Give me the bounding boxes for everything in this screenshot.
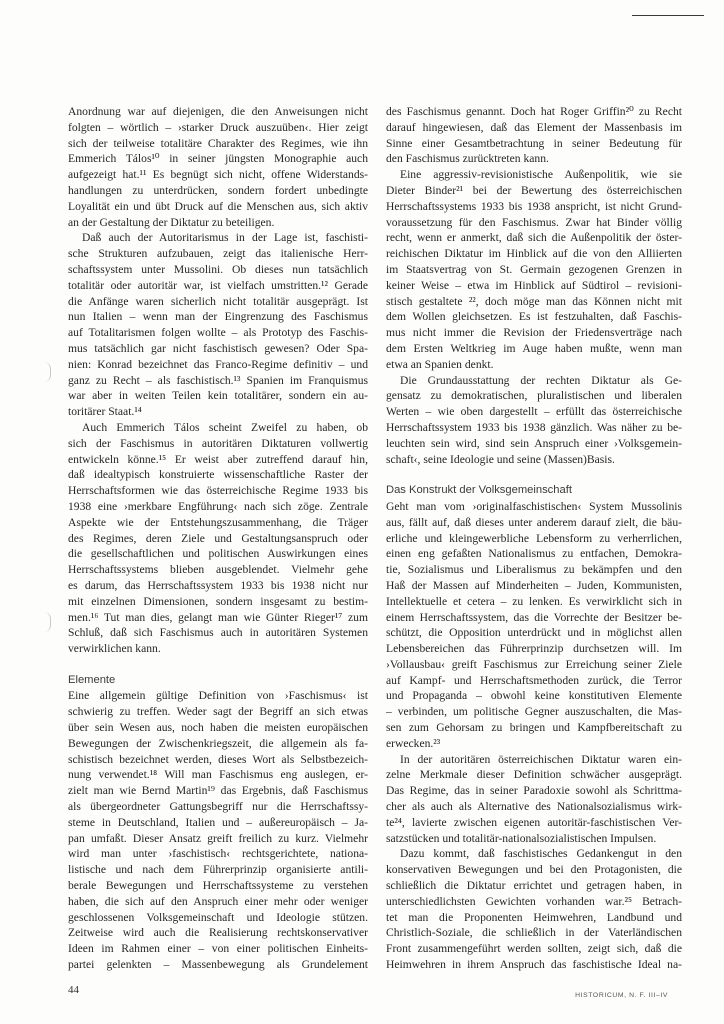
text-line: es darum, das Herrschaftssystem 1933 bis 1938 nicht nur xyxy=(68,578,368,592)
text-line: 1938 eine ›merkbare Engführung‹ nach sich zöge. Zentrale xyxy=(68,499,368,513)
text-line: Auch Emmerich Tálos scheint Zweifel zu haben, ob xyxy=(82,420,368,434)
text-line: Front zusammengeführt werden sollten, zeigt sich, daß die xyxy=(386,942,682,956)
text-line: Sinne einer Gesamtbetrachtung in seiner Bedeutung für xyxy=(386,136,682,150)
text-line: auf Kampf- und Herrschaftsmethoden zurück, die Terror xyxy=(386,673,682,687)
text-line: erwecken.²³ xyxy=(386,736,441,750)
text-line: einem Herrschaftssystem, das die Vorrechte der Besitzer be- xyxy=(386,610,682,624)
text-line: Herrschaftssystems 1933 bis 1938 anspricht, ist nicht Grund- xyxy=(386,199,682,213)
text-line: Dazu kommt, daß faschistisches Gedankengut in den xyxy=(400,847,682,861)
text-line: zelne Merkmale dieser Definition schwächer ausgeprägt. xyxy=(386,768,682,782)
text-line: keiner Weise – etwa im Hinblick auf Südtirol – revisioni- xyxy=(386,278,682,292)
text-line: war aber in weiten Teilen kein totalitärer, sondern ein au- xyxy=(68,389,368,403)
text-line: die gesellschaftlichen und politischen Auswirkungen eines xyxy=(68,547,368,561)
text-line: mus nicht immer die Revision der Friedensverträge nach xyxy=(386,326,682,340)
text-line: Daß auch der Autoritarismus in der Lage ist, faschisti- xyxy=(82,231,368,245)
scan-mark xyxy=(44,362,51,382)
text-line: einen eng gefaßten Nationalismus zu entfachen, Demokra- xyxy=(386,547,682,561)
text-line: dem Wollen gleichsetzen. Es ist festzuhalten, daß Faschis- xyxy=(386,310,682,324)
text-line: Eine aggressiv-revisionistische Außenpolitik, wie sie xyxy=(400,168,682,182)
text-line: recht, wenn er anmerkt, daß sich die Außenpolitik der öster- xyxy=(386,231,682,245)
right-text-column xyxy=(386,104,682,973)
text-line: schwierig zu treffen. Weder sagt der Begriff an sich etwas xyxy=(68,705,368,719)
text-line: dem Ersten Weltkrieg im Auge haben mußte, wenn man xyxy=(386,341,682,355)
text-line: über sein Wesen aus, noch haben die meisten europäischen xyxy=(68,721,368,735)
text-line: sche Strukturen aufzubauen, zeigt das italienische Herr- xyxy=(68,247,368,261)
text-line: auf Totalitarismen folgen wollte – als Prototyp des Faschis- xyxy=(68,326,368,340)
text-line: entwickeln könne.¹⁵ Er weist aber zutreffend darauf hin, xyxy=(68,452,368,466)
running-footer-journal: HISTORICUM, N. F. III–IV xyxy=(575,992,668,999)
text-line: aufgezeigt hat.¹¹ Es begnügt sich nicht, offene Widerstands- xyxy=(68,168,368,182)
text-line: Anordnung war auf diejenigen, die den Anweisungen nicht xyxy=(68,105,368,118)
scan-edge-line xyxy=(632,15,704,16)
text-line: – verbinden, um politische Gegner auszuschalten, die Mas- xyxy=(386,705,682,719)
text-line: aus, fällt auf, daß dieses unter anderem darauf zielt, die bäu- xyxy=(386,515,682,529)
text-line: Emmerich Tálos¹⁰ in seiner jüngsten Monographie auch xyxy=(68,152,368,166)
text-line: schaft‹, seine Ideologie und seine (Massen)Basis. xyxy=(386,452,615,466)
text-line: mit einzelnen Dimensionen, sondern insgesamt zu bestim- xyxy=(68,594,368,608)
text-line: Die Grundausstattung der rechten Diktatur als Ge- xyxy=(400,373,682,387)
text-line: Eine allgemein gültige Definition von ›Faschismus‹ ist xyxy=(68,689,368,703)
text-line: satzstücken und totalitär-nationalsozialistischen Impulsen. xyxy=(386,831,657,845)
text-line: men.¹⁶ Tut man dies, gelangt man wie Günter Rieger¹⁷ zum xyxy=(68,610,368,624)
text-line: voraussetzung für den Faschismus. Zwar hat Binder völlig xyxy=(386,215,682,229)
text-line: partei gelenkten – Massenbewegung als Grundelement xyxy=(68,958,368,972)
text-line: Ideen im Rahmen einer – von einer politischen Einheits- xyxy=(68,942,368,956)
text-line: an der Gestaltung der Diktatur zu beteiligen. xyxy=(68,215,275,229)
text-line: nien: Konrad bezeichnet das Franco-Regime definitiv – und xyxy=(68,357,368,371)
text-line: Werten – wie oben dargestellt – erfüllt das österreichische xyxy=(386,405,682,419)
text-line: pan umfaßt. Dieser Ansatz greift freilich zu kurz. Vielmehr xyxy=(68,831,368,845)
page-number: 44 xyxy=(68,984,79,996)
text-line: handlungen zu unterdrücken, sondern fordert unbedingte xyxy=(68,183,368,197)
text-line: te²⁴, lavierte zwischen eigenen autoritär-faschistischen Ver- xyxy=(386,815,682,829)
text-line: tet man die Proponenten Heimwehren, Landbund und xyxy=(386,910,682,924)
text-line: die Anfänge waren sicherlich nicht totalitär ausgeprägt. Ist xyxy=(68,294,368,308)
text-line: totalitär oder autoritär war, ist vielfach umstritten.¹² Gerade xyxy=(68,278,368,292)
text-line: Intellektuelle et cetera – zu lenken. Es verwirklicht sich in xyxy=(386,594,682,608)
text-line: Dieter Binder²¹ bei der Bewertung des österreichischen xyxy=(386,183,682,197)
text-line: nun Italien – wenn man der Eingrenzung des Faschismus xyxy=(68,310,368,324)
text-line: Loyalität ein und übt Druck auf die Menschen aus, sich aktiv xyxy=(68,199,368,213)
text-line: tie, Sozialismus und Liberalismus zu bekämpfen und den xyxy=(386,563,682,577)
text-line: erliche und kleingewerbliche Lebensform zu verherrlichen, xyxy=(386,531,682,545)
text-line: und Propaganda – obwohl keine konstitutiven Elemente xyxy=(386,689,682,703)
section-heading: Das Konstrukt der Volksgemeinschaft xyxy=(386,484,572,497)
text-line: Geht man vom ›originalfaschistischen‹ System Mussolinis xyxy=(386,499,682,513)
text-line: Herrschaftssystems blieben ausgeblendet. Vielmehr gehe xyxy=(68,563,368,577)
text-line: mus tatsächlich gar nicht faschistisch gewesen? Oder Spa- xyxy=(68,341,368,355)
text-line: sich der Faschismus in autoritären Diktaturen vollwertig xyxy=(68,436,368,450)
text-line: toritärer Staat.¹⁴ xyxy=(68,405,142,419)
text-line: cher als auch als Alternative des Nationalsozialismus wirk- xyxy=(386,800,682,814)
text-line: Herrschaftssystem 1933 bis 1938 gänzlich. Was näher zu be- xyxy=(386,420,682,434)
text-line: Aspekte wie der Entstehungszusammenhang, die Träger xyxy=(68,515,368,529)
text-line: den Faschismus zurücktreten kann. xyxy=(386,152,549,166)
text-line: schaftssystem unter Mussolini. Ob dieses nun tatsächlich xyxy=(68,262,368,276)
text-line: gensatz zu demokratischen, pluralistischen und liberalen xyxy=(386,389,682,403)
text-line: Haß der Massen auf Minderheiten – Juden, Kommunisten, xyxy=(386,578,682,592)
text-line: ›Vollausbau‹ greift Faschismus zur Erreichung seiner Ziele xyxy=(386,657,682,671)
text-line: wird man unter ›faschistisch‹ rechtsgerichtete, nationa- xyxy=(68,847,368,861)
text-line: leuchten sein wird, sind sein Anspruch einer ›Volksgemein- xyxy=(386,436,682,450)
text-line: konservativen Bewegungen und bei den Protagonisten, die xyxy=(386,863,682,877)
text-line: als übergeordneter Gattungsbegriff nur die Herrschaftssy- xyxy=(68,800,368,814)
text-line: reichischen Diktatur im Hinblick auf die von den Alliierten xyxy=(386,247,682,261)
text-line: sich der teilweise totalitäre Charakter des Regimes, wie ihn xyxy=(68,136,368,150)
text-line: Das Regime, das in seiner Paradoxie sowohl als Schrittma- xyxy=(386,784,682,798)
text-line: geschlossenen Volksgemeinschaft und Ideologie stützen. xyxy=(68,910,368,924)
text-line: steme in Deutschland, Italien und – außereuropäisch – Ja- xyxy=(68,815,368,829)
text-line: im Staatsvertrag von St. Germain gezogenen Grenzen in xyxy=(386,262,682,276)
text-line: Heimwehren in ihrem Anspruch das faschistische Ideal na- xyxy=(386,958,682,972)
section-heading: Elemente xyxy=(68,673,116,686)
text-line: listische und nach dem Führerprinzip organisierte antili- xyxy=(68,863,368,877)
text-line: unterschiedlichsten Gewichten vorhanden war.²⁵ Betrach- xyxy=(386,894,682,908)
text-line: schistisch bezeichnet werden, dieses Wort als Selbstbezeich- xyxy=(68,752,368,766)
text-line: verwirklichen kann. xyxy=(68,642,161,656)
text-line: Christlich-Soziale, die schließlich in der Vaterländischen xyxy=(386,926,682,940)
text-line: schließlich die Diktatur errichtet und getragen haben, in xyxy=(386,879,682,893)
scan-mark xyxy=(44,612,51,632)
text-line: Bewegungen der Zwischenkriegszeit, die allgemein als fa- xyxy=(68,736,368,750)
text-line: folgten – wörtlich – ›starker Druck auszuüben‹. Hier zeigt xyxy=(68,120,368,134)
text-line: darauf hingewiesen, daß das Element der Massenbasis im xyxy=(386,120,682,134)
text-line: ganz zu Recht – als faschistisch.¹³ Spanien im Franquismus xyxy=(68,373,368,387)
text-line: stisch gestaltete ²², doch möge man das Können nicht mit xyxy=(386,294,682,308)
text-line: Zeitweise wird auch die Realisierung rechtskonservativer xyxy=(68,926,368,940)
text-line: Lebensbereichen das Führerprinzip durchsetzen will. Im xyxy=(386,642,682,656)
text-line: Schluß, daß sich Faschismus auch in autoritären Systemen xyxy=(68,626,368,640)
text-line: sen zum Gehorsam zu bringen und Kampfbereitschaft zu xyxy=(386,721,682,735)
text-line: schützt, die Opposition unterdrückt und in möglichst allen xyxy=(386,626,682,640)
text-line: des Regimes, deren Ziele und Gestaltungsanspruch oder xyxy=(68,531,368,545)
text-line: berale Bewegungen und Herrschaftssysteme zu verstehen xyxy=(68,879,368,893)
text-line: haben, die sich auf den Anspruch einer mehr oder weniger xyxy=(68,894,368,908)
left-text-column xyxy=(68,104,368,973)
text-line: nung verwendet.¹⁸ Will man Faschismus eng auslegen, er- xyxy=(68,768,368,782)
text-line: In der autoritären österreichischen Diktatur waren ein- xyxy=(400,752,682,766)
text-line: zielt man wie Bernd Martin¹⁹ das Ergebnis, daß Faschismus xyxy=(68,784,368,798)
text-line: etwa an Spanien denkt. xyxy=(386,357,494,371)
text-line: daß idealtypisch konstruierte wissenschaftliche Raster der xyxy=(68,468,368,482)
text-line: des Faschismus genannt. Doch hat Roger Griffin²⁰ zu Recht xyxy=(386,105,682,118)
text-line: Herrschaftsformen wie das österreichische Regime 1933 bis xyxy=(68,484,368,498)
